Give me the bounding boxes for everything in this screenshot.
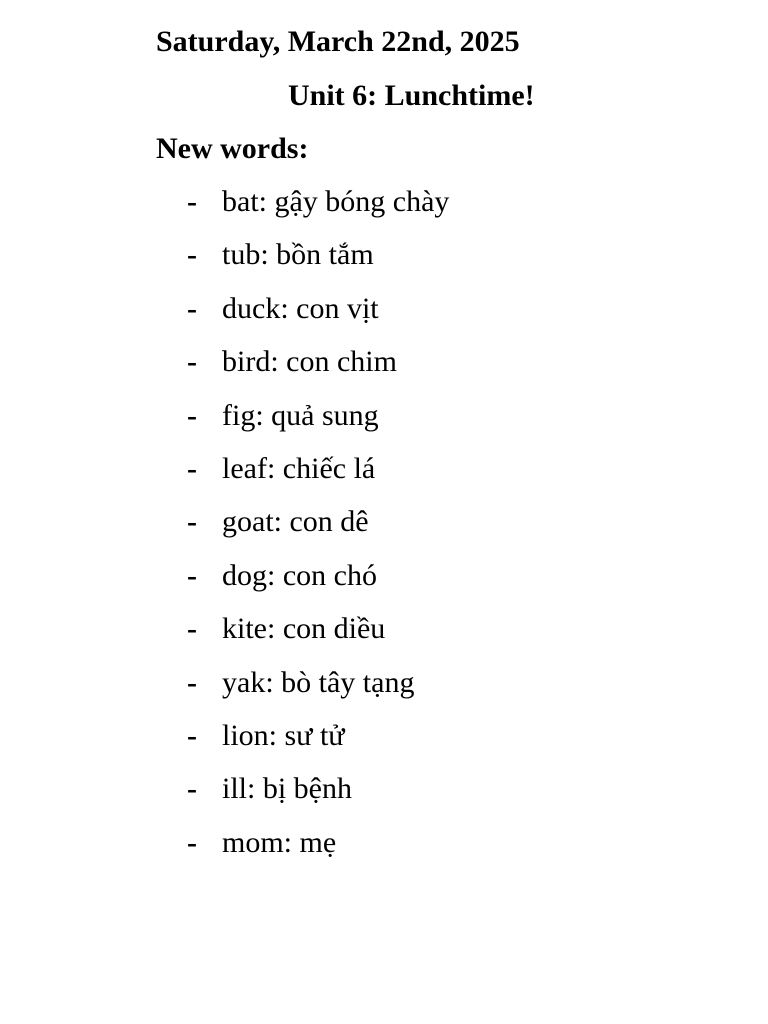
list-item <box>0 184 768 237</box>
bullet-dash: - <box>187 718 197 752</box>
list-item <box>0 504 768 557</box>
bullet-dash: - <box>187 665 197 699</box>
bullet-dash: - <box>187 238 197 272</box>
date-line: Saturday, March 22nd, 2025 <box>156 25 520 58</box>
vocabulary-entry: lion: sư tử <box>222 718 345 752</box>
bullet-dash: - <box>187 185 197 218</box>
list-item <box>0 825 768 878</box>
bullet-dash: - <box>187 558 197 592</box>
unit-title: Unit 6: Lunchtime! <box>288 79 535 112</box>
list-item <box>0 611 768 664</box>
list-item <box>0 771 768 824</box>
vocabulary-list <box>0 184 768 878</box>
vocabulary-entry: bird: con chim <box>222 345 397 379</box>
vocabulary-entry: yak: bò tây tạng <box>222 665 415 699</box>
list-item <box>0 718 768 771</box>
vocabulary-entry: fig: quả sung <box>222 398 379 432</box>
list-item <box>0 344 768 397</box>
list-item <box>0 665 768 718</box>
bullet-dash: - <box>187 291 197 325</box>
list-item <box>0 237 768 290</box>
list-item <box>0 291 768 344</box>
bullet-dash: - <box>187 398 197 432</box>
bullet-dash: - <box>187 772 197 806</box>
vocabulary-entry: kite: con diều <box>222 612 386 646</box>
bullet-dash: - <box>187 505 197 539</box>
vocabulary-entry: dog: con chó <box>222 558 377 592</box>
vocabulary-entry: bat: gậy bóng chày <box>222 185 450 218</box>
list-item <box>0 451 768 504</box>
vocabulary-entry: ill: bị bệnh <box>222 772 352 806</box>
list-item <box>0 558 768 611</box>
section-heading: New words: <box>156 132 309 165</box>
vocabulary-entry: tub: bồn tắm <box>222 238 374 272</box>
vocabulary-entry: goat: con dê <box>222 505 369 539</box>
vocabulary-entry: leaf: chiếc lá <box>222 451 376 485</box>
vocabulary-entry: duck: con vịt <box>222 291 379 325</box>
list-item <box>0 398 768 451</box>
bullet-dash: - <box>187 825 197 859</box>
bullet-dash: - <box>187 612 197 646</box>
bullet-dash: - <box>187 345 197 379</box>
bullet-dash: - <box>187 451 197 485</box>
vocabulary-entry: mom: mẹ <box>222 825 337 859</box>
